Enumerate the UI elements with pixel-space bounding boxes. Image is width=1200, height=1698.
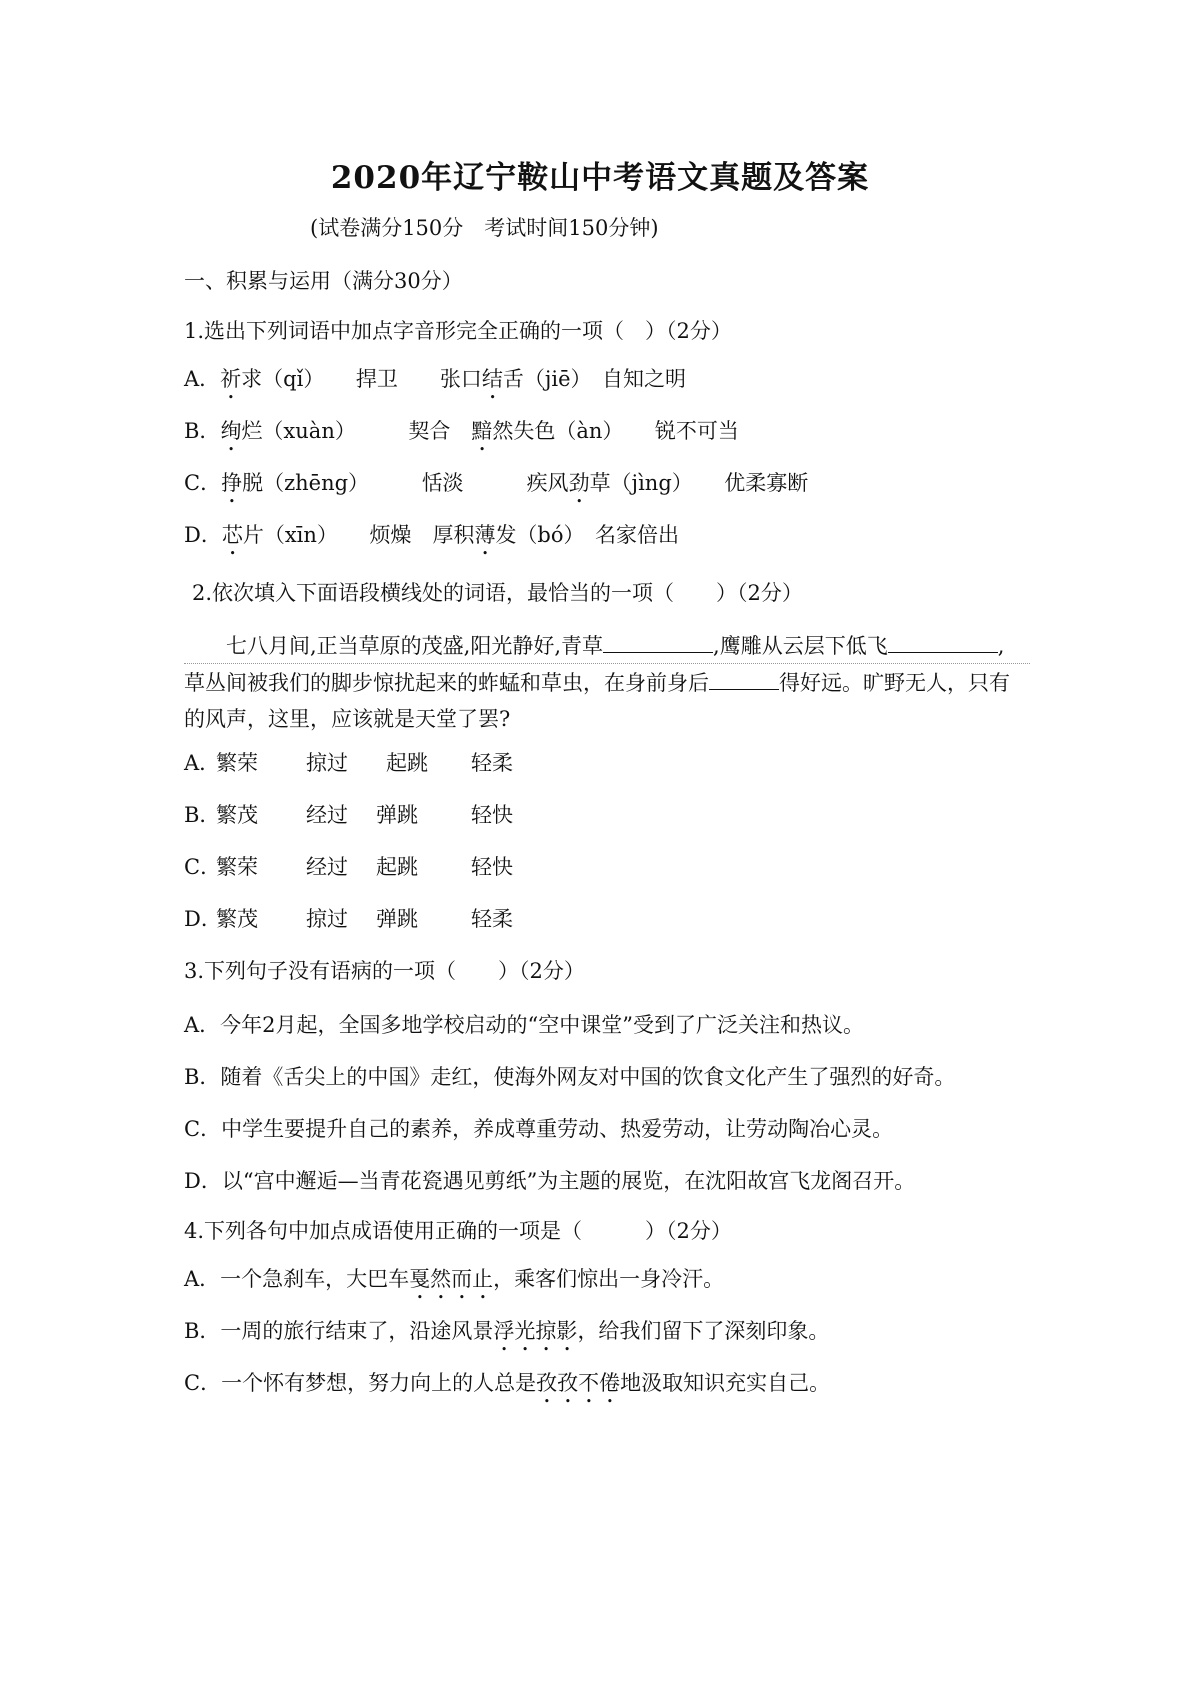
option-word: 弹跳 [376, 803, 418, 827]
option-word: 掠过 [306, 907, 348, 931]
question-3-option-b: B．随着《舌尖上的中国》走红，使海外网友对中国的饮食文化产生了强烈的好奇。 [184, 1065, 956, 1089]
document-title: 2020年辽宁鞍山中考语文真题及答案 [330, 160, 870, 196]
dotted-rule [184, 662, 1030, 664]
dotted-char: 劲 [568, 471, 590, 495]
question-4-stem: 4.下列各句中加点成语使用正确的一项是（ ）（2分） [184, 1219, 732, 1243]
blank-3 [709, 667, 779, 690]
option-word: 轻快 [471, 803, 513, 827]
option-label: A． [184, 367, 221, 391]
question-2-option-b [184, 800, 513, 830]
dotted-char: 绚 [220, 419, 242, 443]
option-word: 弹跳 [376, 907, 418, 931]
question-2-option-c [184, 852, 513, 882]
option-label: B． [184, 419, 221, 443]
option-word: 经过 [306, 803, 348, 827]
dotted-char: 结 [481, 367, 503, 391]
blank-2 [888, 630, 998, 653]
dotted-char: 芯 [221, 523, 243, 547]
option-word: 繁荣 [216, 855, 258, 879]
question-3-stem: 3.下列句子没有语病的一项（ ）（2分） [184, 959, 585, 983]
exam-info: (试卷满分150分 考试时间150分钟) [310, 216, 659, 240]
option-label: C． [184, 855, 222, 879]
option-word: 繁茂 [216, 803, 258, 827]
option-word: 轻快 [471, 855, 513, 879]
passage-line-1: 七八月间,正当草原的茂盛,阳光静好,青草 ,鹰雕从云层下低飞 , [226, 630, 1004, 661]
question-1-stem: 1.选出下列词语中加点字音形完全正确的一项（ ）（2分） [184, 319, 732, 343]
option-word: 繁荣 [216, 751, 258, 775]
option-word: 轻柔 [471, 907, 513, 931]
blank-1 [603, 630, 713, 653]
question-3-option-c: C．中学生要提升自己的素养，养成尊重劳动、热爱劳动，让劳动陶冶心灵。 [184, 1117, 894, 1141]
question-4-option-a: A．一个急刹车，大巴车戛然而止，乘客们惊出一身冷汗。 [184, 1267, 725, 1291]
option-label: D． [184, 523, 222, 547]
option-label: B． [184, 803, 221, 827]
question-1-option-c: C．挣脱（zhēng） 恬淡 疾风劲草（jìng） 优柔寡断 [184, 471, 809, 495]
section-heading: 一、积累与运用（满分30分） [184, 269, 463, 293]
option-word: 起跳 [376, 855, 418, 879]
question-1-option-d: D．芯片（xīn） 烦燥 厚积薄发（bó） 名家倍出 [184, 523, 680, 547]
option-word: 繁茂 [216, 907, 258, 931]
question-1-option-b: B．绚烂（xuàn） 契合 黯然失色（àn） 锐不可当 [184, 419, 739, 443]
question-2-option-d [184, 904, 513, 934]
dotted-idiom: 孜孜不倦 [536, 1371, 621, 1395]
dotted-char: 挣 [221, 471, 243, 495]
option-label: D． [184, 907, 222, 931]
dotted-char: 薄 [474, 523, 496, 547]
question-4-option-c: C．一个怀有梦想，努力向上的人总是孜孜不倦地汲取知识充实自己。 [184, 1371, 831, 1395]
question-2-option-a [184, 748, 513, 778]
question-3-option-a: A．今年2月起，全国多地学校启动的“空中课堂”受到了广泛关注和热议。 [184, 1013, 864, 1037]
option-label: A． [184, 751, 221, 775]
passage-line-2: 草丛间被我们的脚步惊扰起来的蚱蜢和草虫，在身前身后 得好远。旷野无人，只有 [184, 667, 1010, 698]
option-word: 起跳 [386, 751, 428, 775]
dotted-idiom: 戛然而止 [409, 1267, 494, 1291]
option-label: C． [184, 471, 222, 495]
question-4-option-b: B．一周的旅行结束了，沿途风景浮光掠影，给我们留下了深刻印象。 [184, 1319, 830, 1343]
question-1-option-a: A．祈求（qǐ） 捍卫 张口结舌（jiē） 自知之明 [184, 367, 686, 391]
question-3-option-d: D．以“宫中邂逅—当青花瓷遇见剪纸”为主题的展览，在沈阳故宫飞龙阁召开。 [184, 1169, 916, 1193]
dotted-idiom: 浮光掠影 [493, 1319, 578, 1343]
passage-line-3: 的风声，这里，应该就是天堂了罢? [184, 707, 511, 731]
question-2-stem: 2.依次填入下面语段横线处的词语，最恰当的一项（ ）（2分） [192, 581, 803, 605]
dotted-char: 黯 [471, 419, 493, 443]
option-word: 轻柔 [471, 751, 513, 775]
dotted-char: 祈 [220, 367, 242, 391]
option-word: 掠过 [306, 751, 348, 775]
option-word: 经过 [306, 855, 348, 879]
